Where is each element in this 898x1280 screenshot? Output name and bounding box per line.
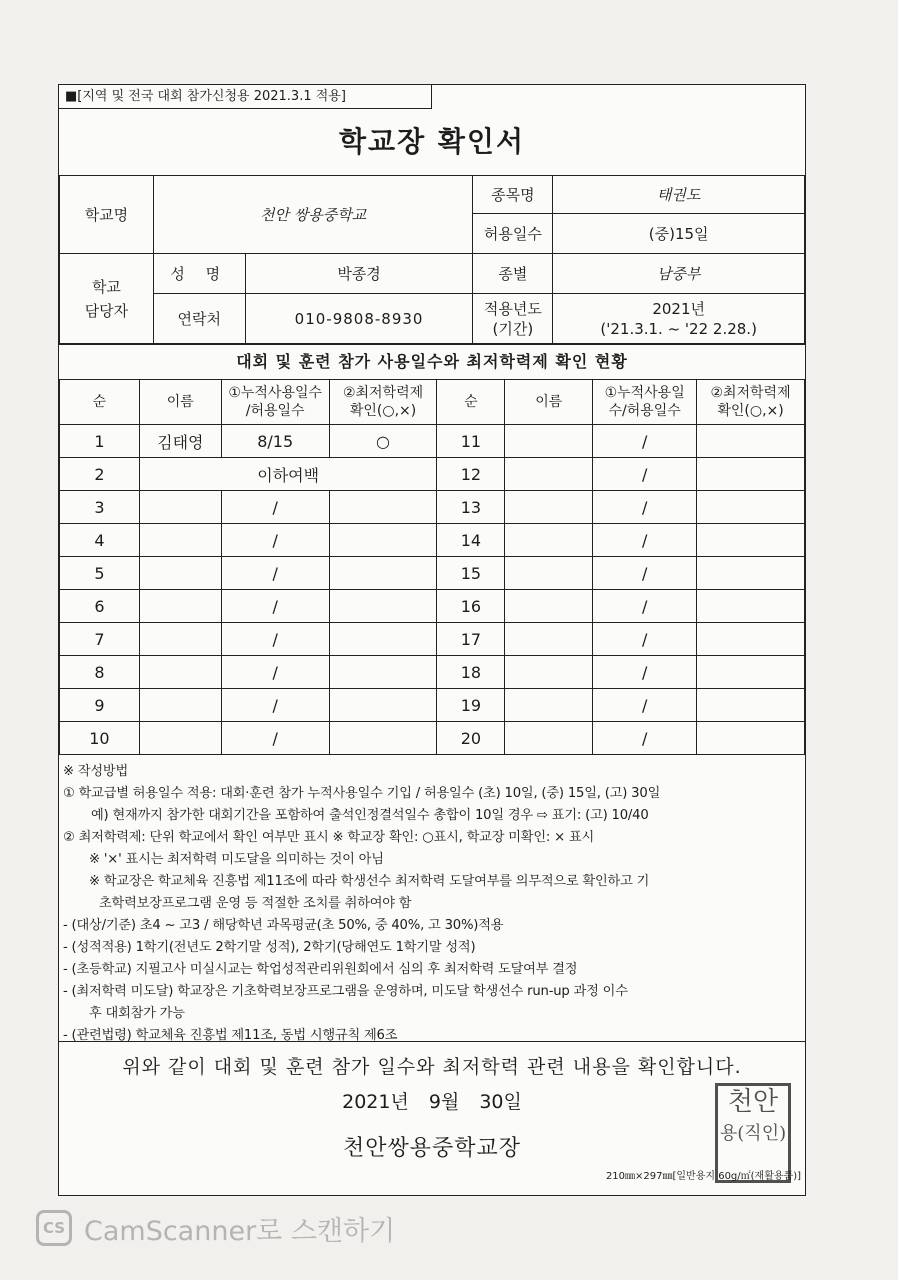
notes-heading: ※ 작성방법 (63, 764, 128, 779)
days-used: / (221, 491, 329, 524)
note-7: - (초등학교) 지필고사 미실시교는 학업성적관리위원회에서 심의 후 최저학력 도달여부 결정 (63, 962, 578, 977)
header-days-right: ①누적사용일 수/허용일수 (593, 380, 697, 425)
note-9: - (관련법령) 학교체육 진흥법 제11조, 동법 시행규칙 제6조 (63, 1028, 398, 1043)
academic-check (329, 590, 437, 623)
days-used: / (593, 590, 697, 623)
table-row (60, 524, 805, 557)
section-title: 대회 및 훈련 참가 사용일수와 최저학력제 확인 현황 (59, 344, 805, 380)
student-name (505, 557, 593, 590)
student-name (505, 524, 593, 557)
row-number: 10 (60, 722, 140, 755)
participation-table (59, 379, 805, 755)
table-row (60, 590, 805, 623)
confirmation-statement: 위와 같이 대회 및 훈련 참가 일수와 최저학력 관련 내용을 확인합니다. (59, 1041, 805, 1079)
watermark-text: CamScanner로 스캔하기 (84, 1215, 396, 1247)
person-name-label: 성 명 (153, 254, 245, 294)
header-academic-right: ②최저학력제 확인(○,×) (697, 380, 805, 425)
row-number: 14 (437, 524, 505, 557)
student-name (139, 722, 221, 755)
student-name (139, 689, 221, 722)
row-number: 15 (437, 557, 505, 590)
camscanner-logo-icon: CS (36, 1210, 72, 1246)
student-name (139, 656, 221, 689)
school-info-table (59, 175, 805, 344)
academic-check (697, 623, 805, 656)
academic-check (697, 491, 805, 524)
seal-line-1: 천안 (727, 1087, 779, 1117)
table-row (60, 458, 805, 491)
row-number: 19 (437, 689, 505, 722)
header-name-right: 이름 (505, 380, 593, 425)
days-used: / (593, 689, 697, 722)
student-name (139, 491, 221, 524)
row-number: 8 (60, 656, 140, 689)
table-row (60, 623, 805, 656)
days-used: / (221, 524, 329, 557)
academic-check (697, 590, 805, 623)
school-name-label: 학교명 (60, 176, 154, 254)
academic-check (329, 689, 437, 722)
days-used: / (221, 623, 329, 656)
academic-check (329, 722, 437, 755)
student-name (505, 623, 593, 656)
row-number: 18 (437, 656, 505, 689)
row-number: 2 (60, 458, 140, 491)
note-4a: ※ 학교장은 학교체육 진흥법 제11조에 따라 학생선수 최저학력 도달여부를 의무적으로 확인하고 기 (89, 874, 650, 889)
days-used: / (221, 557, 329, 590)
student-name (139, 623, 221, 656)
table-row (60, 425, 805, 458)
days-used: / (221, 590, 329, 623)
days-used: / (593, 722, 697, 755)
table-row (60, 689, 805, 722)
sport-value: 태권도 (553, 176, 805, 214)
contact-group-label: 학교 담당자 (60, 254, 154, 344)
row-number: 16 (437, 590, 505, 623)
student-name (139, 557, 221, 590)
form-category-tag: ■[지역 및 전국 대회 참가신청용 2021.3.1 적용] (59, 85, 432, 109)
document-title: 학교장 확인서 (59, 109, 805, 176)
academic-check (329, 623, 437, 656)
period-range: ('21.3.1. ~ '22 2.28.) (600, 319, 757, 338)
student-name (139, 590, 221, 623)
academic-check (697, 722, 805, 755)
student-name (505, 425, 593, 458)
academic-check (697, 425, 805, 458)
row-number: 3 (60, 491, 140, 524)
table-row (60, 491, 805, 524)
sport-label: 종목명 (473, 176, 553, 214)
row-number: 11 (437, 425, 505, 458)
principal-signature: 천안쌍용중학교장 (342, 1136, 522, 1161)
row-number: 20 (437, 722, 505, 755)
row-number: 6 (60, 590, 140, 623)
days-used: / (221, 656, 329, 689)
academic-check (697, 656, 805, 689)
row-number: 9 (60, 689, 140, 722)
row-number: 7 (60, 623, 140, 656)
table-row (60, 557, 805, 590)
academic-check (329, 491, 437, 524)
phone-label: 연락처 (153, 294, 245, 344)
note-8b: 후 대회참가 가능 (89, 1006, 185, 1021)
student-name (505, 458, 593, 491)
row-number: 13 (437, 491, 505, 524)
document-page (58, 84, 806, 1196)
student-name (505, 689, 593, 722)
row-number: 1 (60, 425, 140, 458)
table-header-row (60, 380, 805, 425)
row-number: 12 (437, 458, 505, 491)
allowed-days-label: 허용일수 (473, 214, 553, 254)
days-used: / (593, 425, 697, 458)
academic-check (329, 557, 437, 590)
note-8a: - (최저학력 미도달) 학교장은 기초학력보장프로그램을 운영하며, 미도달 학생선수 run-up 과정 이수 (63, 984, 628, 999)
days-used: / (593, 491, 697, 524)
note-5: - (대상/기준) 초4 ~ 고3 / 해당학년 과목평균(초 50%, 중 40%, 고 30%)적용 (63, 918, 504, 933)
row-number: 17 (437, 623, 505, 656)
instructions (63, 761, 803, 1047)
gender-label: 종별 (473, 254, 553, 294)
student-name (505, 656, 593, 689)
academic-check (697, 524, 805, 557)
days-used: / (593, 524, 697, 557)
blank-below-note: 이하여백 (139, 458, 437, 491)
student-name (139, 524, 221, 557)
header-academic: ②최저학력제 확인(○,×) (329, 380, 437, 425)
note-3: ※ '×' 표시는 최저학력 미도달을 의미하는 것이 아님 (89, 852, 384, 867)
period-label: 적용년도 (기간) (473, 294, 553, 344)
school-name-value: 천안 쌍용중학교 (153, 176, 473, 254)
academic-check (329, 656, 437, 689)
student-name: 김태영 (139, 425, 221, 458)
academic-check (697, 557, 805, 590)
note-4b: 초학력보장프로그램 운영 등 적절한 조치를 취하여야 함 (99, 896, 412, 911)
days-used: / (593, 656, 697, 689)
days-used: / (593, 623, 697, 656)
row-number: 5 (60, 557, 140, 590)
period-value (553, 294, 805, 344)
note-2: ② 최저학력제: 단위 학교에서 확인 여부만 표시 ※ 학교장 확인: ○표시, 학교장 미확인: × 표시 (63, 830, 595, 845)
academic-check: ○ (329, 425, 437, 458)
days-used: / (593, 458, 697, 491)
paper-spec: 210㎜×297㎜[일반용지 60g/㎡(재활용품)] (605, 1171, 801, 1182)
seal-line-2: 용(직인) (719, 1123, 787, 1144)
person-name-value: 박종경 (245, 254, 473, 294)
note-1b: 예) 현재까지 참가한 대회기간을 포함하여 출석인정결석일수 총합이 10일 경우 ⇨ 표기: (고) 10/40 (91, 808, 649, 823)
note-1a: ① 학교급별 허용일수 적용: 대회·훈련 참가 누적사용일수 기입 / 허용일수 (초) 10일, (중) 15일, (고) 30일 (63, 786, 661, 801)
phone-value: 010-9808-8930 (245, 294, 473, 344)
header-no: 순 (60, 380, 140, 425)
table-row (60, 722, 805, 755)
days-used: / (593, 557, 697, 590)
student-name (505, 491, 593, 524)
header-no-right: 순 (437, 380, 505, 425)
header-name: 이름 (139, 380, 221, 425)
period-year: 2021년 (652, 299, 705, 318)
gender-value: 남중부 (553, 254, 805, 294)
academic-check (697, 689, 805, 722)
table-row (60, 656, 805, 689)
row-number: 4 (60, 524, 140, 557)
academic-check (697, 458, 805, 491)
days-used: / (221, 722, 329, 755)
camscanner-watermark (36, 1208, 395, 1248)
academic-check (329, 524, 437, 557)
signature-date: 2021년 9월 30일 (342, 1091, 522, 1113)
days-used: / (221, 689, 329, 722)
allowed-days-value: (중)15일 (553, 214, 805, 254)
note-6: - (성적적용) 1학기(전년도 2학기말 성적), 2학기(당해연도 1학기말 성적) (63, 940, 476, 955)
student-name (505, 722, 593, 755)
days-used: 8/15 (221, 425, 329, 458)
header-days: ①누적사용일수 /허용일수 (221, 380, 329, 425)
student-name (505, 590, 593, 623)
